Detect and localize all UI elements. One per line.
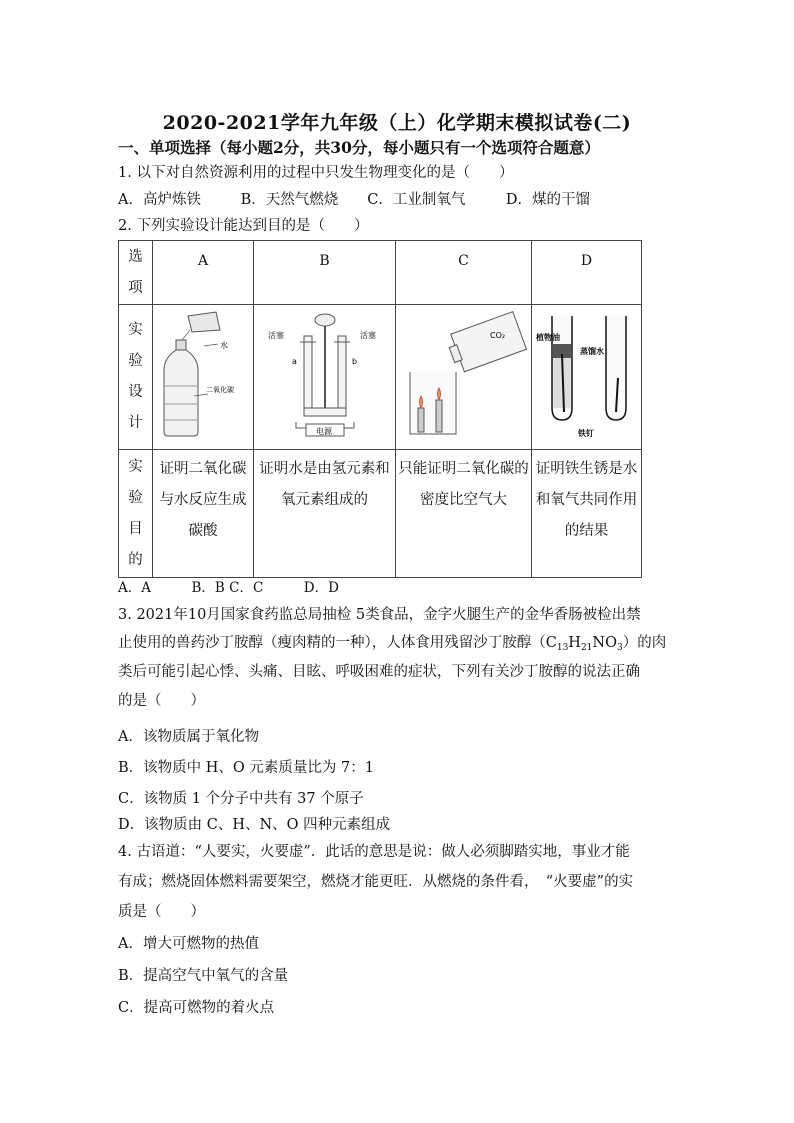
question-4-option-c: C．提高可燃物的着火点 (118, 1000, 275, 1016)
purpose-d: 证明铁生锈是水和氧气共同作用的结果 (532, 450, 642, 578)
label-water: 水 (220, 340, 228, 350)
figure-c-candle-diagram (398, 308, 530, 443)
question-4-option-a: A．增大可燃物的热值 (118, 936, 259, 952)
figure-a-cell (153, 305, 254, 450)
label-oil: 植物油 (535, 332, 560, 342)
header-cell-option: 选项 (119, 241, 153, 305)
question-4-option-b: B．提高空气中氧气的含量 (118, 968, 289, 984)
header-cell-a: A (153, 241, 254, 305)
figure-a-bottle-diagram (154, 308, 252, 443)
header-cell-c: C (396, 241, 532, 305)
row-label-purpose: 实验目的 (119, 450, 153, 578)
question-4-line-2: 有成；燃烧固体燃料需要架空，燃烧才能更旺．从燃烧的条件看， “火要虚”的实 (118, 874, 634, 890)
page-title: 2020-2021学年九年级（上）化学期末模拟试卷(二) (162, 112, 632, 134)
question-1-options (118, 190, 590, 210)
header-cell-b: B (254, 241, 396, 305)
label-valve-right: 活塞 (359, 330, 376, 340)
label-nail: 铁钉 (577, 428, 594, 438)
question-4-line-1: 4. 古语道：“人要实，火要虚”．此话的意思是说：做人必须脚踏实地，事业才能 (118, 844, 630, 860)
label-distilled-water: 蒸馏水 (579, 346, 604, 356)
option: A．高炉炼铁 (118, 192, 201, 208)
section-heading: 一、单项选择（每小题2分，共30分，每小题只有一个选项符合题意） (118, 138, 600, 157)
question-3-line-4: 的是（ ） (118, 693, 205, 709)
label-a: a (291, 356, 297, 366)
question-3-option-d: D．该物质由 C、H、N、O 四种元素组成 (118, 817, 391, 833)
purpose-c: 只能证明二氧化碳的密度比空气大 (396, 450, 532, 578)
figure-d-cell (532, 305, 642, 450)
figure-c-cell (396, 305, 532, 450)
header-cell-d: D (532, 241, 642, 305)
question-3-line-3: 类后可能引起心悸、头痛、目眩、呼吸困难的症状，下列有关沙丁胺醇的说法正确 (118, 664, 640, 680)
option: C．工业制氧气 (367, 192, 466, 208)
figure-d-rust-diagram (534, 308, 640, 443)
question-2-stem: 2. 下列实验设计能达到目的是（ ） (118, 218, 369, 234)
label-valve-left: 活塞 (267, 330, 284, 340)
purpose-a: 证明二氧化碳与水反应生成碳酸 (153, 450, 254, 578)
question-3-line-2: 止使用的兽药沙丁胺醇（瘦肉精的一种），人体食用残留沙丁胺醇$(C_{13}H_{21}NO_3)$的肉 (118, 635, 667, 653)
option: B．天然气燃烧 (240, 192, 339, 208)
question-3-option-a: A．该物质属于氧化物 (118, 729, 259, 745)
question-4-line-3: 质是（ ） (118, 904, 205, 920)
label-power: 电源 (315, 426, 332, 436)
label-co2: 二氧化碳 (206, 385, 234, 394)
question-2-answer-options: A．A B．B C．C D．D (118, 580, 339, 596)
row-label-design: 实验设计 (119, 305, 153, 450)
option: D．煤的干馏 (505, 192, 590, 208)
label-b: b (351, 356, 357, 366)
question-3-line-1: 3. 2021年10月国家食药监总局抽检 5类食品，金字火腿生产的金华香肠被检出禁 (118, 607, 641, 623)
question-3-option-b: B．该物质中 H、O 元素质量比为 7：1 (118, 760, 374, 776)
question-1-stem: 1. 以下对自然资源利用的过程中只发生物理变化的是（ ） (118, 165, 514, 181)
question-3-option-c: C．该物质 1 个分子中共有 37 个原子 (118, 791, 364, 807)
figure-b-electrolysis-diagram (256, 308, 394, 443)
question-2-table (118, 240, 642, 578)
purpose-b: 证明水是由氢元素和氧元素组成的 (254, 450, 396, 578)
figure-b-cell (254, 305, 396, 450)
label-co2-c: CO₂ (489, 330, 505, 340)
